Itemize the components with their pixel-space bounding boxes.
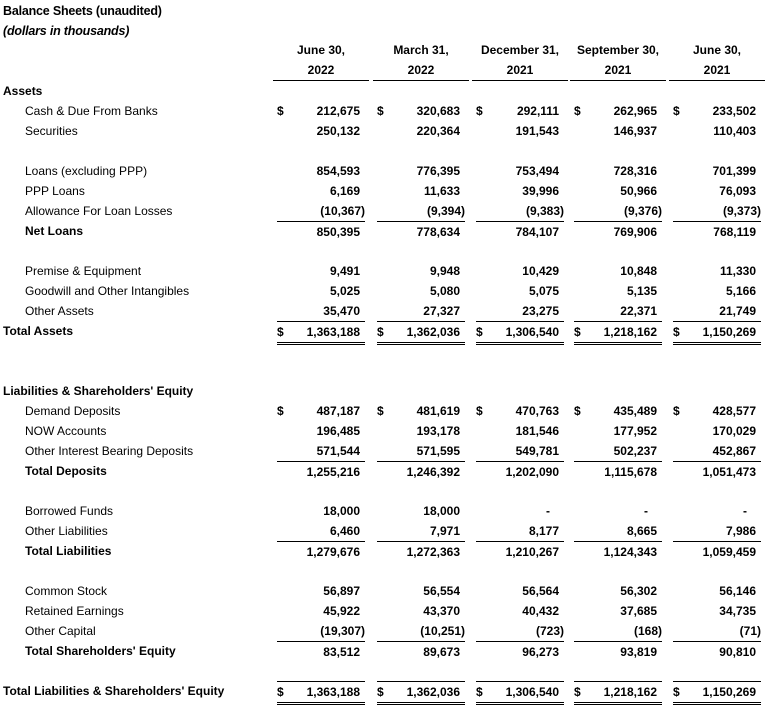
value-cell bbox=[574, 521, 662, 541]
column-header bbox=[472, 40, 568, 81]
cell-value: 76,093 bbox=[719, 184, 756, 198]
dollar-sign: $ bbox=[277, 685, 284, 699]
row-label: Goodwill and Other Intangibles bbox=[25, 284, 190, 298]
cell-value: 250,132 bbox=[316, 124, 360, 138]
value-cell bbox=[476, 401, 564, 421]
cell-value: 5,025 bbox=[329, 284, 360, 298]
cell-value: 11,633 bbox=[423, 184, 460, 198]
row-label: Cash & Due From Banks bbox=[25, 104, 158, 118]
cell-value: 7,986 bbox=[725, 524, 756, 538]
column-header-period: March 31, bbox=[393, 43, 449, 57]
cell-value: (10,251) bbox=[420, 624, 465, 638]
value-cell bbox=[673, 221, 761, 242]
subtotal-label: Total Shareholders' Equity bbox=[25, 644, 176, 658]
cell-value: 1,218,162 bbox=[603, 685, 657, 699]
row-label: Loans (excluding PPP) bbox=[25, 164, 148, 178]
value-cell bbox=[277, 581, 365, 601]
value-cell bbox=[673, 101, 761, 121]
value-cell bbox=[673, 261, 761, 281]
statement-subtitle: (dollars in thousands) bbox=[3, 24, 130, 38]
cell-value: 8,665 bbox=[626, 524, 657, 538]
cell-value: 549,781 bbox=[515, 444, 559, 458]
cell-value: 1,255,216 bbox=[306, 465, 360, 479]
grand-total-label: Total Assets bbox=[3, 324, 74, 338]
value-cell bbox=[377, 281, 465, 301]
value-cell bbox=[673, 521, 761, 541]
value-cell bbox=[673, 301, 761, 321]
cell-value: 90,810 bbox=[719, 645, 756, 659]
cell-value: 701,399 bbox=[712, 164, 756, 178]
cell-value: 452,867 bbox=[712, 444, 756, 458]
value-cell bbox=[574, 441, 662, 461]
value-cell bbox=[277, 461, 365, 482]
cell-value: 1,272,363 bbox=[406, 545, 460, 559]
cell-value: 1,124,343 bbox=[603, 545, 657, 559]
row-label: NOW Accounts bbox=[25, 424, 107, 438]
dollar-sign: $ bbox=[377, 404, 384, 418]
value-cell bbox=[574, 101, 662, 121]
cell-value: 1,202,090 bbox=[505, 465, 559, 479]
subtotal-label: Total Liabilities bbox=[25, 544, 112, 558]
value-cell bbox=[377, 461, 465, 482]
cell-value: 10,848 bbox=[620, 264, 657, 278]
row-label: PPP Loans bbox=[25, 184, 85, 198]
cell-value: 776,395 bbox=[416, 164, 460, 178]
value-cell bbox=[277, 601, 365, 621]
cell-value: 7,971 bbox=[429, 524, 460, 538]
cell-value: 1,279,676 bbox=[306, 545, 360, 559]
cell-value: 39,996 bbox=[522, 184, 559, 198]
value-cell bbox=[277, 501, 365, 521]
dollar-sign: $ bbox=[673, 104, 680, 118]
cell-value: (9,373) bbox=[722, 204, 761, 218]
value-cell bbox=[673, 181, 761, 201]
value-cell bbox=[673, 421, 761, 441]
value-cell bbox=[476, 181, 564, 201]
cell-value: 50,966 bbox=[620, 184, 657, 198]
cell-value: 5,166 bbox=[725, 284, 756, 298]
value-cell bbox=[377, 521, 465, 541]
value-cell bbox=[377, 441, 465, 461]
value-cell bbox=[476, 101, 564, 121]
value-cell bbox=[377, 261, 465, 281]
cell-value: 292,111 bbox=[516, 104, 559, 118]
value-cell bbox=[574, 401, 662, 421]
section-heading: Liabilities & Shareholders' Equity bbox=[3, 384, 194, 398]
value-cell bbox=[574, 161, 662, 181]
cell-value: 18,000 bbox=[323, 504, 360, 518]
value-cell bbox=[377, 681, 465, 705]
cell-value: 784,107 bbox=[515, 225, 559, 239]
value-cell bbox=[277, 421, 365, 441]
cell-value: 1,059,459 bbox=[702, 545, 756, 559]
value-cell bbox=[476, 161, 564, 181]
dollar-sign: $ bbox=[574, 104, 581, 118]
value-cell bbox=[377, 121, 465, 141]
cell-value: 56,554 bbox=[423, 584, 460, 598]
row-label: Other Capital bbox=[25, 624, 96, 638]
value-cell bbox=[377, 401, 465, 421]
cell-value: - bbox=[644, 504, 648, 518]
cell-value: 22,371 bbox=[620, 304, 657, 318]
cell-value: (723) bbox=[535, 624, 564, 638]
cell-value: 5,080 bbox=[429, 284, 460, 298]
value-cell bbox=[673, 541, 761, 562]
cell-value: (9,394) bbox=[426, 204, 465, 218]
cell-value: 220,364 bbox=[416, 124, 460, 138]
cell-value: (10,367) bbox=[320, 204, 365, 218]
cell-value: 43,370 bbox=[423, 604, 460, 618]
value-cell bbox=[673, 461, 761, 482]
value-cell bbox=[277, 641, 365, 662]
value-cell bbox=[476, 521, 564, 541]
cell-value: 9,491 bbox=[329, 264, 360, 278]
row-label: Retained Earnings bbox=[25, 604, 124, 618]
value-cell bbox=[277, 121, 365, 141]
value-cell bbox=[574, 181, 662, 201]
value-cell bbox=[673, 161, 761, 181]
column-header-year: 2021 bbox=[472, 60, 568, 81]
cell-value: 23,275 bbox=[522, 304, 559, 318]
row-label: Securities bbox=[25, 124, 78, 138]
value-cell bbox=[277, 301, 365, 321]
dollar-sign: $ bbox=[277, 404, 284, 418]
value-cell bbox=[277, 521, 365, 541]
value-cell bbox=[476, 421, 564, 441]
grand-total-label: Total Liabilities & Shareholders' Equity bbox=[3, 684, 225, 698]
value-cell bbox=[377, 581, 465, 601]
subtotal-label: Net Loans bbox=[25, 224, 84, 238]
value-cell bbox=[277, 161, 365, 181]
cell-value: 1,306,540 bbox=[505, 685, 559, 699]
cell-value: 93,819 bbox=[620, 645, 657, 659]
cell-value: 21,749 bbox=[719, 304, 756, 318]
value-cell bbox=[574, 321, 662, 345]
cell-value: 854,593 bbox=[316, 164, 360, 178]
value-cell bbox=[673, 121, 761, 141]
cell-value: 37,685 bbox=[620, 604, 657, 618]
value-cell bbox=[476, 681, 564, 705]
cell-value: 6,460 bbox=[329, 524, 360, 538]
value-cell bbox=[277, 181, 365, 201]
value-cell bbox=[673, 321, 761, 345]
value-cell bbox=[277, 101, 365, 121]
dollar-sign: $ bbox=[476, 325, 483, 339]
cell-value: 487,187 bbox=[316, 404, 360, 418]
value-cell bbox=[377, 161, 465, 181]
value-cell bbox=[476, 281, 564, 301]
value-cell bbox=[673, 401, 761, 421]
cell-value: 1,363,188 bbox=[306, 685, 360, 699]
value-cell bbox=[476, 441, 564, 461]
value-cell bbox=[673, 621, 761, 641]
value-cell bbox=[377, 621, 465, 641]
column-header-period: September 30, bbox=[576, 43, 660, 57]
column-header-year: 2022 bbox=[273, 60, 369, 81]
cell-value: 1,150,269 bbox=[702, 685, 756, 699]
value-cell bbox=[476, 641, 564, 662]
value-cell bbox=[574, 461, 662, 482]
cell-value: 9,948 bbox=[429, 264, 460, 278]
value-cell bbox=[277, 541, 365, 562]
cell-value: 769,906 bbox=[613, 225, 657, 239]
dollar-sign: $ bbox=[673, 404, 680, 418]
value-cell bbox=[574, 201, 662, 221]
cell-value: 5,075 bbox=[528, 284, 559, 298]
dollar-sign: $ bbox=[476, 104, 483, 118]
column-header-year: 2021 bbox=[669, 60, 765, 81]
value-cell bbox=[476, 121, 564, 141]
value-cell bbox=[277, 261, 365, 281]
cell-value: 233,502 bbox=[712, 104, 756, 118]
cell-value: 435,489 bbox=[613, 404, 657, 418]
value-cell bbox=[277, 401, 365, 421]
cell-value: 6,169 bbox=[329, 184, 360, 198]
value-cell bbox=[673, 501, 761, 521]
cell-value: 212,675 bbox=[316, 104, 360, 118]
value-cell bbox=[377, 501, 465, 521]
cell-value: 10,429 bbox=[522, 264, 559, 278]
value-cell bbox=[277, 441, 365, 461]
cell-value: (9,376) bbox=[623, 204, 662, 218]
value-cell bbox=[673, 601, 761, 621]
cell-value: 1,218,162 bbox=[603, 325, 657, 339]
value-cell bbox=[574, 261, 662, 281]
cell-value: 571,595 bbox=[416, 444, 460, 458]
cell-value: (168) bbox=[633, 624, 662, 638]
column-header-period: June 30, bbox=[692, 43, 742, 57]
cell-value: 1,306,540 bbox=[505, 325, 559, 339]
dollar-sign: $ bbox=[377, 104, 384, 118]
cell-value: 1,363,188 bbox=[306, 325, 360, 339]
value-cell bbox=[574, 541, 662, 562]
cell-value: - bbox=[546, 504, 550, 518]
dollar-sign: $ bbox=[574, 404, 581, 418]
cell-value: 191,543 bbox=[515, 124, 559, 138]
cell-value: 1,210,267 bbox=[505, 545, 559, 559]
value-cell bbox=[377, 321, 465, 345]
column-header-year: 2021 bbox=[570, 60, 666, 81]
value-cell bbox=[673, 201, 761, 221]
cell-value: 56,564 bbox=[522, 584, 559, 598]
cell-value: 571,544 bbox=[316, 444, 360, 458]
cell-value: 89,673 bbox=[423, 645, 460, 659]
value-cell bbox=[377, 221, 465, 242]
cell-value: 850,395 bbox=[316, 225, 360, 239]
dollar-sign: $ bbox=[574, 325, 581, 339]
row-label: Common Stock bbox=[25, 584, 108, 598]
column-header bbox=[373, 40, 469, 81]
value-cell bbox=[377, 421, 465, 441]
value-cell bbox=[476, 581, 564, 601]
value-cell bbox=[277, 321, 365, 345]
row-label: Other Liabilities bbox=[25, 524, 108, 538]
cell-value: 11,330 bbox=[719, 264, 756, 278]
row-label: Borrowed Funds bbox=[25, 504, 114, 518]
value-cell bbox=[377, 201, 465, 221]
cell-value: 177,952 bbox=[613, 424, 657, 438]
cell-value: 753,494 bbox=[515, 164, 559, 178]
row-label: Other Assets bbox=[25, 304, 94, 318]
value-cell bbox=[673, 441, 761, 461]
cell-value: 728,316 bbox=[613, 164, 657, 178]
cell-value: 1,150,269 bbox=[702, 325, 756, 339]
cell-value: 56,302 bbox=[620, 584, 657, 598]
cell-value: 170,029 bbox=[712, 424, 756, 438]
cell-value: 481,619 bbox=[416, 404, 460, 418]
value-cell bbox=[476, 621, 564, 641]
value-cell bbox=[377, 601, 465, 621]
value-cell bbox=[476, 301, 564, 321]
dollar-sign: $ bbox=[377, 325, 384, 339]
column-header bbox=[273, 40, 369, 81]
cell-value: 768,119 bbox=[713, 225, 756, 239]
cell-value: 778,634 bbox=[416, 225, 460, 239]
dollar-sign: $ bbox=[574, 685, 581, 699]
value-cell bbox=[673, 641, 761, 662]
statement-title: Balance Sheets (unaudited) bbox=[3, 4, 162, 18]
cell-value: 193,178 bbox=[416, 424, 460, 438]
value-cell bbox=[574, 581, 662, 601]
value-cell bbox=[574, 601, 662, 621]
value-cell bbox=[476, 221, 564, 242]
cell-value: (19,307) bbox=[320, 624, 365, 638]
row-label: Allowance For Loan Losses bbox=[25, 204, 173, 218]
cell-value: (71) bbox=[739, 624, 761, 638]
cell-value: 35,470 bbox=[323, 304, 360, 318]
cell-value: 5,135 bbox=[626, 284, 657, 298]
cell-value: - bbox=[743, 504, 747, 518]
cell-value: 1,362,036 bbox=[406, 325, 460, 339]
cell-value: 502,237 bbox=[613, 444, 657, 458]
value-cell bbox=[673, 681, 761, 705]
value-cell bbox=[476, 601, 564, 621]
dollar-sign: $ bbox=[377, 685, 384, 699]
dollar-sign: $ bbox=[673, 325, 680, 339]
cell-value: 56,146 bbox=[719, 584, 756, 598]
value-cell bbox=[377, 181, 465, 201]
column-header bbox=[669, 40, 765, 81]
cell-value: (9,383) bbox=[525, 204, 564, 218]
value-cell bbox=[377, 101, 465, 121]
cell-value: 8,177 bbox=[528, 524, 559, 538]
value-cell bbox=[476, 321, 564, 345]
value-cell bbox=[377, 641, 465, 662]
value-cell bbox=[476, 201, 564, 221]
value-cell bbox=[277, 281, 365, 301]
value-cell bbox=[574, 641, 662, 662]
value-cell bbox=[673, 281, 761, 301]
value-cell bbox=[277, 621, 365, 641]
cell-value: 45,922 bbox=[323, 604, 360, 618]
value-cell bbox=[377, 301, 465, 321]
dollar-sign: $ bbox=[277, 104, 284, 118]
cell-value: 34,735 bbox=[719, 604, 756, 618]
value-cell bbox=[574, 281, 662, 301]
dollar-sign: $ bbox=[277, 325, 284, 339]
cell-value: 181,546 bbox=[515, 424, 559, 438]
dollar-sign: $ bbox=[476, 404, 483, 418]
value-cell bbox=[277, 221, 365, 242]
cell-value: 96,273 bbox=[522, 645, 559, 659]
column-header bbox=[570, 40, 666, 81]
value-cell bbox=[574, 421, 662, 441]
cell-value: 196,485 bbox=[316, 424, 360, 438]
cell-value: 146,937 bbox=[613, 124, 657, 138]
cell-value: 18,000 bbox=[423, 504, 460, 518]
value-cell bbox=[574, 221, 662, 242]
cell-value: 1,051,473 bbox=[702, 465, 756, 479]
cell-value: 1,115,678 bbox=[604, 465, 657, 479]
row-label: Premise & Equipment bbox=[25, 264, 142, 278]
dollar-sign: $ bbox=[673, 685, 680, 699]
row-label: Demand Deposits bbox=[25, 404, 121, 418]
value-cell bbox=[277, 681, 365, 705]
value-cell bbox=[574, 681, 662, 705]
column-header-year: 2022 bbox=[373, 60, 469, 81]
value-cell bbox=[574, 501, 662, 521]
cell-value: 27,327 bbox=[423, 304, 460, 318]
value-cell bbox=[574, 301, 662, 321]
value-cell bbox=[476, 501, 564, 521]
column-header-period: December 31, bbox=[480, 43, 560, 57]
subtotal-label: Total Deposits bbox=[25, 464, 107, 478]
row-label: Other Interest Bearing Deposits bbox=[25, 444, 194, 458]
column-header-period: June 30, bbox=[296, 43, 346, 57]
cell-value: 320,683 bbox=[416, 104, 460, 118]
value-cell bbox=[673, 581, 761, 601]
cell-value: 262,965 bbox=[613, 104, 657, 118]
value-cell bbox=[476, 461, 564, 482]
value-cell bbox=[476, 261, 564, 281]
value-cell bbox=[377, 541, 465, 562]
section-heading: Assets bbox=[3, 84, 43, 98]
value-cell bbox=[574, 121, 662, 141]
cell-value: 428,577 bbox=[712, 404, 756, 418]
cell-value: 83,512 bbox=[323, 645, 360, 659]
cell-value: 110,403 bbox=[713, 124, 756, 138]
cell-value: 56,897 bbox=[323, 584, 360, 598]
cell-value: 40,432 bbox=[522, 604, 559, 618]
value-cell bbox=[574, 621, 662, 641]
value-cell bbox=[277, 201, 365, 221]
dollar-sign: $ bbox=[476, 685, 483, 699]
value-cell bbox=[476, 541, 564, 562]
cell-value: 470,763 bbox=[515, 404, 559, 418]
cell-value: 1,362,036 bbox=[406, 685, 460, 699]
cell-value: 1,246,392 bbox=[406, 465, 460, 479]
